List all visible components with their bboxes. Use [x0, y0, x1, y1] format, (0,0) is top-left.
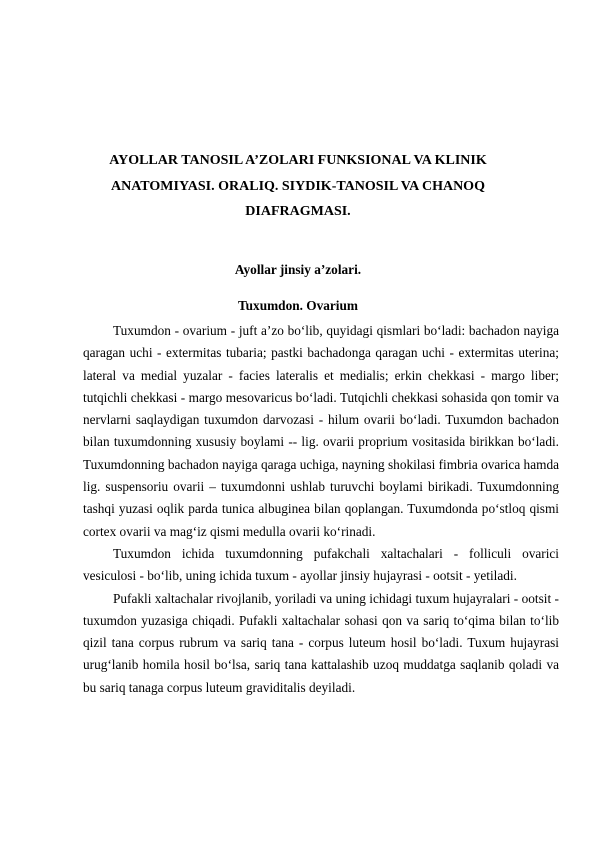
title-line-3: DIAFRAGMASI.: [245, 204, 351, 219]
document-title: [70, 148, 526, 225]
paragraph-2: Tuxumdon ichida tuxumdonning pufakchali xaltachalari - folliculi ovarici vesiculosi - bo‘lib, uning ichida tuxum - ayollar jinsiy hujayrasi - ootsit - yetiladi.: [83, 545, 559, 584]
section-heading: Ayollar jinsiy a’zolari.: [234, 262, 362, 277]
title-line-2: ANATOMIYASI. ORALIQ. SIYDIK-TANOSIL VA CHANOQ: [111, 178, 485, 194]
subsection-heading: Tuxumdon. Ovarium: [238, 298, 358, 313]
paragraph-1: Tuxumdon - ovarium - juft a’zo bo‘lib, quyidagi qismlari bo‘ladi: bachadon nayiga qaragan uchi - extermitas tubaria; pastki bachadonga qaragan uchi - extermitas uterina; lateral va medial yuzalar - facies lateralis et medialis; erkin chekkasi - margo liber; tutqichli chekkasi - margo mesovaricus bo‘ladi. Tutqichli chekkasi sohasida qon tomir va nervlarni saqlaydigan tuxumdon darvozasi - hilum ovarii bo‘ladi. Tuxumdon bachadon bilan tuxumdonning xususiy boylami -- lig. ovarii proprium vositasida birikkan bo‘ladi. Tuxumdonning bachadon nayiga qaraga uchiga, nayning shokilasi fimbria ovarica hamda lig. suspensoriu ovarii – tuxumdonni ushlab turuvchi boylami birikadi. Tuxumdonning tashqi yuzasi oqlik parda tunica albuginea bilan qoplangan. Tuxumdonda po‘stloq qismi cortex ovarii va mag‘iz qismi medulla ovarii ko‘rinadi.: [83, 323, 559, 539]
paragraph-3: Pufakli xaltachalar rivojlanib, yoriladi va uning ichidagi tuxum hujayralari - ootsit - tuxumdon yuzasiga chiqadi. Pufakli xaltachalar sohasi qon va sariq to‘qima bilan to‘lib qizil tana corpus rubrum va sariq tana - corpus luteum hosil bo‘ladi. Tuxum hujayrasi urug‘lanib homila hosil bo‘lsa, sariq tana kattalashib uzoq muddatga saqlanib qoladi va bu sariq tanaga corpus luteum graviditalis deyiladi.: [83, 590, 559, 695]
body-text: [83, 320, 559, 699]
title-line-1: AYOLLAR TANOSIL A’ZOLARI FUNKSIONAL VA KLINIK: [109, 153, 487, 168]
